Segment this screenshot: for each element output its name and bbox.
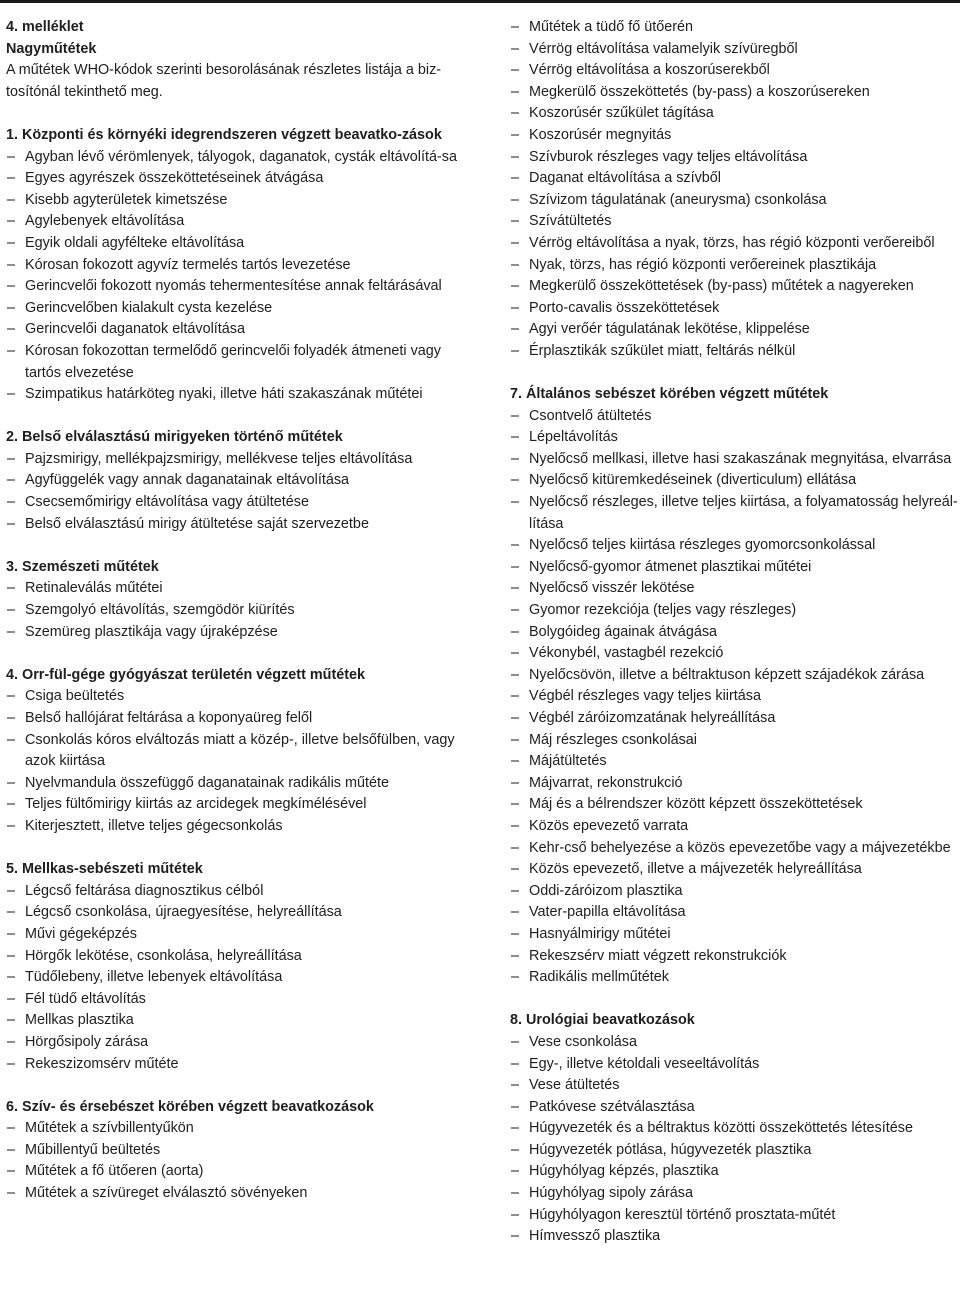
list-item: – Csecsemőmirigy eltávolítása vagy átültetése <box>6 492 458 514</box>
list-item: – Egyik oldali agyfélteke eltávolítása <box>6 233 458 255</box>
list-item: – Agyban lévő vérömlenyek, tályogok, daganatok, cysták eltávolítá-sa <box>6 147 458 169</box>
list-item: – Koszorúsér megnyitás <box>510 125 958 147</box>
list-item: – Kiterjesztett, illetve teljes gégecsonkolás <box>6 816 458 838</box>
section-8 <box>510 1010 958 1248</box>
list-item: – Gerincvelői daganatok eltávolítása <box>6 319 458 341</box>
list-item: – Szívburok részleges vagy teljes eltávolítása <box>510 147 958 169</box>
list-item: – Gyomor rezekciója (teljes vagy részleges) <box>510 600 958 622</box>
annex-number: 4. melléklet <box>6 19 84 35</box>
list-item: – Húgyhólyag sipoly zárása <box>510 1183 958 1205</box>
list-item: – Húgyvezeték pótlása, húgyvezeték plasztika <box>510 1140 958 1162</box>
document-title: Nagyműtétek <box>6 40 97 57</box>
list-item: – Érplasztikák szűkület miatt, feltárás nélkül <box>510 341 958 363</box>
list-item: – Közös epevezető, illetve a májvezeték helyreállítása <box>510 859 958 881</box>
list-item: – Nyelőcső-gyomor átmenet plasztikai műtétei <box>510 557 958 579</box>
list-item: – Húgyhólyag képzés, plasztika <box>510 1161 958 1183</box>
section-6-continued <box>510 17 958 363</box>
list-item: – Nyelőcső mellkasi, illetve hasi szakaszának megnyitása, elvarrása <box>510 449 958 471</box>
list-item: – Bolygóideg ágainak átvágása <box>510 622 958 644</box>
top-rule <box>0 0 960 3</box>
list-item: – Koszorúsér szűkület tágítása <box>510 103 958 125</box>
list-item: – Kórosan fokozottan termelődő gerincvelői folyadék átmeneti vagy tartós elvezetése <box>6 341 458 384</box>
list-item: – Kisebb agyterületek kimetszése <box>6 190 458 212</box>
list-item: – Patkóvese szétválasztása <box>510 1097 958 1119</box>
list-item: – Agylebenyek eltávolítása <box>6 211 458 233</box>
list-item: – Gerincvelőben kialakult cysta kezelése <box>6 298 458 320</box>
list-item: – Egyes agyrészek összeköttetéseinek átvágása <box>6 168 458 190</box>
item-list <box>6 578 458 643</box>
item-list <box>510 17 958 363</box>
list-item: – Daganat eltávolítása a szívből <box>510 168 958 190</box>
list-item: – Nyak, törzs, has régió központi verőereinek plasztikája <box>510 255 958 277</box>
list-item: – Húgyvezeték és a béltraktus közötti összeköttetés létesítése <box>510 1118 958 1140</box>
list-item: – Kehr-cső behelyezése a közös epevezetőbe vagy a májvezetékbe <box>510 838 958 860</box>
list-item: – Vese csonkolása <box>510 1032 958 1054</box>
item-list <box>6 1118 458 1204</box>
section-5 <box>6 859 458 1075</box>
list-item: – Nyelőcsövön, illetve a béltraktuson képzett szájadékok zárása <box>510 665 958 687</box>
list-item: – Húgyhólyagon keresztül történő prosztata-műtét <box>510 1205 958 1227</box>
list-item: – Agyi verőér tágulatának lekötése, klippelése <box>510 319 958 341</box>
right-column <box>510 17 958 1248</box>
list-item: – Műtétek a tüdő fő ütőerén <box>510 17 958 39</box>
list-item: – Műtétek a szívbillentyűkön <box>6 1118 458 1140</box>
section-title: 6. Szív- és érsebészet körében végzett beavatkozások <box>6 1098 374 1115</box>
list-item: – Szívizom tágulatának (aneurysma) csonkolása <box>510 190 958 212</box>
section-title: 5. Mellkas-sebészeti műtétek <box>6 861 203 878</box>
list-item: – Nyelőcső visszér lekötése <box>510 578 958 600</box>
list-item: – Agyfüggelék vagy annak daganatainak eltávolítása <box>6 470 458 492</box>
list-item: – Közös epevezető varrata <box>510 816 958 838</box>
list-item: – Csonkolás kóros elváltozás miatt a közép-, illetve belsőfülben, vagy azok kiirtása <box>6 730 458 773</box>
list-item: – Szemgolyó eltávolítás, szemgödör kiürítés <box>6 600 458 622</box>
item-list <box>6 449 458 535</box>
list-item: – Légcső csonkolása, újraegyesítése, helyreállítása <box>6 902 458 924</box>
list-item: – Porto-cavalis összeköttetések <box>510 298 958 320</box>
list-item: – Kórosan fokozott agyvíz termelés tartós levezetése <box>6 255 458 277</box>
list-item: – Rekeszsérv miatt végzett rekonstrukciók <box>510 946 958 968</box>
list-item: – Műtétek a fő ütőeren (aorta) <box>6 1161 458 1183</box>
section-title: 7. Általános sebészet körében végzett műtétek <box>510 386 829 403</box>
list-item: – Vékonybél, vastagbél rezekció <box>510 643 958 665</box>
list-item: – Légcső feltárása diagnosztikus célból <box>6 881 458 903</box>
list-item: – Szimpatikus határköteg nyaki, illetve háti szakaszának műtétei <box>6 384 458 406</box>
list-item: – Nyelőcső teljes kiirtása részleges gyomorcsonkolással <box>510 535 958 557</box>
list-item: – Pajzsmirigy, mellékpajzsmirigy, mellékvese teljes eltávolítása <box>6 449 458 471</box>
list-item: – Egy-, illetve kétoldali veseeltávolítás <box>510 1054 958 1076</box>
section-title: 1. Központi és környéki idegrendszeren végzett beavatko-zások <box>6 126 442 143</box>
list-item: – Gerincvelői fokozott nyomás tehermentesítése annak feltárásával <box>6 276 458 298</box>
list-item: – Belső elválasztású mirigy átültetése saját szervezetbe <box>6 514 458 536</box>
list-item: – Csiga beültetés <box>6 686 458 708</box>
section-title: 2. Belső elválasztású mirigyeken történő műtétek <box>6 429 343 446</box>
list-item: – Műbillentyű beültetés <box>6 1140 458 1162</box>
list-item: – Retinaleválás műtétei <box>6 578 458 600</box>
section-1 <box>6 125 458 406</box>
list-item: – Máj és a bélrendszer között képzett összeköttetések <box>510 794 958 816</box>
section-7 <box>510 384 958 989</box>
section-title: 8. Urológiai beavatkozások <box>510 1012 695 1029</box>
list-item: – Tüdőlebeny, illetve lebenyek eltávolítása <box>6 967 458 989</box>
list-item: – Végbél részleges vagy teljes kiirtása <box>510 686 958 708</box>
list-item: – Mellkas plasztika <box>6 1010 458 1032</box>
list-item: – Fél tüdő eltávolítás <box>6 989 458 1011</box>
list-item: – Művi gégeképzés <box>6 924 458 946</box>
list-item: – Teljes fültőmirigy kiirtás az arcidegek megkímélésével <box>6 794 458 816</box>
section-title: 4. Orr-fül-gége gyógyászat területén végzett műtétek <box>6 666 366 683</box>
list-item: – Lépeltávolítás <box>510 427 958 449</box>
list-item: – Nyelőcső részleges, illetve teljes kiirtása, a folyamatosság helyreál-lítása <box>510 492 958 535</box>
list-item: – Máj részleges csonkolásai <box>510 730 958 752</box>
intro-text: A műtétek WHO-kódok szerinti besorolásának részletes listája a biz-tosítónál tekinthető meg. <box>6 62 442 100</box>
list-item: – Csontvelő átültetés <box>510 406 958 428</box>
list-item: – Vese átültetés <box>510 1075 958 1097</box>
list-item: – Májvarrat, rekonstrukció <box>510 773 958 795</box>
item-list <box>6 881 458 1075</box>
section-4 <box>6 665 458 838</box>
list-item: – Hímvessző plasztika <box>510 1226 958 1248</box>
list-item: – Nyelőcső kitüremkedéseinek (diverticulum) ellátása <box>510 470 958 492</box>
list-item: – Radikális mellműtétek <box>510 967 958 989</box>
item-list <box>6 686 458 837</box>
section-title: 3. Szemészeti műtétek <box>6 558 159 575</box>
list-item: – Oddi-záróizom plasztika <box>510 881 958 903</box>
section-2 <box>6 427 458 535</box>
list-item: – Májátültetés <box>510 751 958 773</box>
list-item: – Vérrög eltávolítása a nyak, törzs, has régió központi verőereiből <box>510 233 958 255</box>
item-list <box>510 1032 958 1248</box>
list-item: – Vérrög eltávolítása a koszorúserekből <box>510 60 958 82</box>
list-item: – Rekeszizomsérv műtéte <box>6 1054 458 1076</box>
list-item: – Megkerülő összeköttetések (by-pass) műtétek a nagyereken <box>510 276 958 298</box>
list-item: – Végbél záróizomzatának helyreállítása <box>510 708 958 730</box>
list-item: – Hasnyálmirigy műtétei <box>510 924 958 946</box>
list-item: – Szemüreg plasztikája vagy újraképzése <box>6 622 458 644</box>
list-item: – Vater-papilla eltávolítása <box>510 902 958 924</box>
item-list <box>510 406 958 989</box>
section-6 <box>6 1097 458 1205</box>
list-item: – Belső hallójárat feltárása a koponyaüreg felől <box>6 708 458 730</box>
list-item: – Hörgők lekötése, csonkolása, helyreállítása <box>6 946 458 968</box>
left-column <box>6 17 458 1205</box>
list-item: – Nyelvmandula összefüggő daganatainak radikális műtéte <box>6 773 458 795</box>
list-item: – Hörgősipoly zárása <box>6 1032 458 1054</box>
list-item: – Vérrög eltávolítása valamelyik szívüregből <box>510 39 958 61</box>
section-3 <box>6 557 458 643</box>
list-item: – Megkerülő összeköttetés (by-pass) a koszorúsereken <box>510 82 958 104</box>
list-item: – Szívátültetés <box>510 211 958 233</box>
item-list <box>6 147 458 406</box>
list-item: – Műtétek a szívüreget elválasztó sövényeken <box>6 1183 458 1205</box>
